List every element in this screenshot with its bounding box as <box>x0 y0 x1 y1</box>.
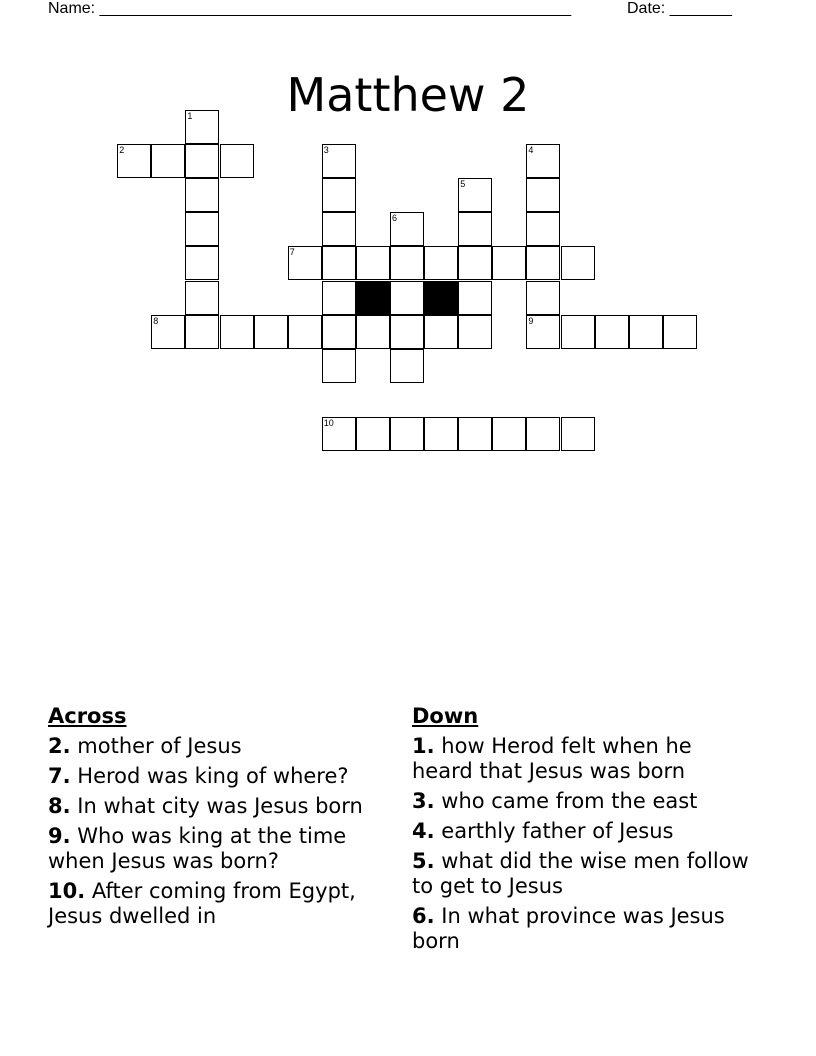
grid-cell[interactable] <box>526 212 560 246</box>
grid-cell[interactable] <box>288 246 322 280</box>
grid-cell[interactable] <box>458 212 492 246</box>
grid-cell[interactable] <box>424 315 458 349</box>
clue-number: 5. <box>412 849 435 873</box>
clue-number-label: 4 <box>528 145 534 156</box>
grid-cell[interactable] <box>220 315 254 349</box>
grid-cell[interactable] <box>322 144 356 178</box>
grid-cell[interactable] <box>561 315 595 349</box>
across-clue <box>48 794 393 819</box>
grid-cell[interactable] <box>390 246 424 280</box>
clue-number-label: 6 <box>392 213 398 224</box>
across-clues <box>48 703 393 929</box>
clue-text: how Herod felt when he heard that Jesus was born <box>412 734 692 783</box>
clue-number: 9. <box>48 824 71 848</box>
down-clue <box>412 734 757 784</box>
across-clue <box>48 879 393 929</box>
clue-number: 7. <box>48 764 71 788</box>
clue-text: After coming from Egypt, Jesus dwelled in <box>48 879 356 928</box>
down-clue <box>412 849 757 899</box>
grid-cell[interactable] <box>458 178 492 212</box>
grid-cell[interactable] <box>322 178 356 212</box>
grid-cell[interactable] <box>151 315 185 349</box>
grid-cell[interactable] <box>492 417 526 451</box>
clue-number-label: 5 <box>460 179 466 190</box>
grid-cell[interactable] <box>526 178 560 212</box>
grid-cell[interactable] <box>526 144 560 178</box>
clue-text: earthly father of Jesus <box>441 819 674 843</box>
grid-cell[interactable] <box>390 417 424 451</box>
clue-text: Herod was king of where? <box>77 764 349 788</box>
grid-cell[interactable] <box>390 281 424 315</box>
grid-cell[interactable] <box>185 110 219 144</box>
clue-number-label: 2 <box>119 145 125 156</box>
grid-cell[interactable] <box>526 281 560 315</box>
across-clue <box>48 764 393 789</box>
grid-cell[interactable] <box>458 246 492 280</box>
grid-cell[interactable] <box>288 315 322 349</box>
clue-number-label: 3 <box>323 145 329 156</box>
grid-cell[interactable] <box>526 417 560 451</box>
grid-cell[interactable] <box>117 144 151 178</box>
grid-cell[interactable] <box>424 246 458 280</box>
clue-text: In what province was Jesus born <box>412 904 725 953</box>
clue-number-label: 7 <box>289 247 295 258</box>
grid-cell[interactable] <box>322 212 356 246</box>
down-clues <box>412 703 757 954</box>
clue-text: who came from the east <box>441 789 698 813</box>
grid-cell[interactable] <box>220 144 254 178</box>
clue-number-label: 8 <box>153 315 159 326</box>
across-heading: Across <box>48 704 127 728</box>
grid-cell[interactable] <box>322 246 356 280</box>
grid-cell[interactable] <box>185 315 219 349</box>
grid-cell[interactable] <box>185 246 219 280</box>
crossword-grid <box>0 0 816 470</box>
across-clue <box>48 824 393 874</box>
clue-text: In what city was Jesus born <box>77 794 363 818</box>
clue-number: 4. <box>412 819 435 843</box>
clue-number: 8. <box>48 794 71 818</box>
grid-cell[interactable] <box>458 315 492 349</box>
grid-cell[interactable] <box>390 349 424 383</box>
grid-cell[interactable] <box>185 212 219 246</box>
clue-text: Who was king at the time when Jesus was born? <box>48 824 347 873</box>
grid-cell[interactable] <box>322 281 356 315</box>
grid-cell[interactable] <box>185 281 219 315</box>
grid-cell[interactable] <box>322 349 356 383</box>
grid-cell[interactable] <box>526 315 560 349</box>
grid-cell[interactable] <box>458 417 492 451</box>
clue-number-label: 10 <box>323 417 334 428</box>
down-clue <box>412 904 757 954</box>
clue-number: 1. <box>412 734 435 758</box>
grid-cell[interactable] <box>663 315 697 349</box>
clue-number-label: 9 <box>528 315 534 326</box>
down-heading: Down <box>412 704 479 728</box>
grid-cell[interactable] <box>185 144 219 178</box>
clue-number: 2. <box>48 734 71 758</box>
across-clue <box>48 734 393 759</box>
grid-cell[interactable] <box>458 281 492 315</box>
clue-number: 6. <box>412 904 435 928</box>
grid-cell[interactable] <box>356 246 390 280</box>
clue-number: 3. <box>412 789 435 813</box>
clue-number: 10. <box>48 879 86 903</box>
date-field-label: Date: _______ <box>627 0 732 17</box>
clue-number-label: 1 <box>187 111 193 121</box>
clue-text: mother of Jesus <box>77 734 242 758</box>
name-field-label: Name: _____________________________________________________ <box>48 0 572 17</box>
grid-cell[interactable] <box>561 246 595 280</box>
grid-cell[interactable] <box>492 246 526 280</box>
grid-cell[interactable] <box>322 315 356 349</box>
down-clue <box>412 789 757 814</box>
grid-block <box>424 281 458 315</box>
grid-cell[interactable] <box>595 315 629 349</box>
down-clue <box>412 819 757 844</box>
grid-cell[interactable] <box>629 315 663 349</box>
grid-cell[interactable] <box>254 315 288 349</box>
grid-cell[interactable] <box>356 315 390 349</box>
clue-text: what did the wise men follow to get to Jesus <box>412 849 749 898</box>
grid-cell[interactable] <box>561 417 595 451</box>
grid-cell[interactable] <box>390 212 424 246</box>
grid-cell[interactable] <box>322 417 356 451</box>
grid-cell[interactable] <box>185 178 219 212</box>
grid-cell[interactable] <box>424 417 458 451</box>
grid-cell[interactable] <box>390 315 424 349</box>
grid-cell[interactable] <box>526 246 560 280</box>
grid-cell[interactable] <box>151 144 185 178</box>
page-title: Matthew 2 <box>286 67 530 122</box>
grid-block <box>356 281 390 315</box>
grid-cell[interactable] <box>356 417 390 451</box>
